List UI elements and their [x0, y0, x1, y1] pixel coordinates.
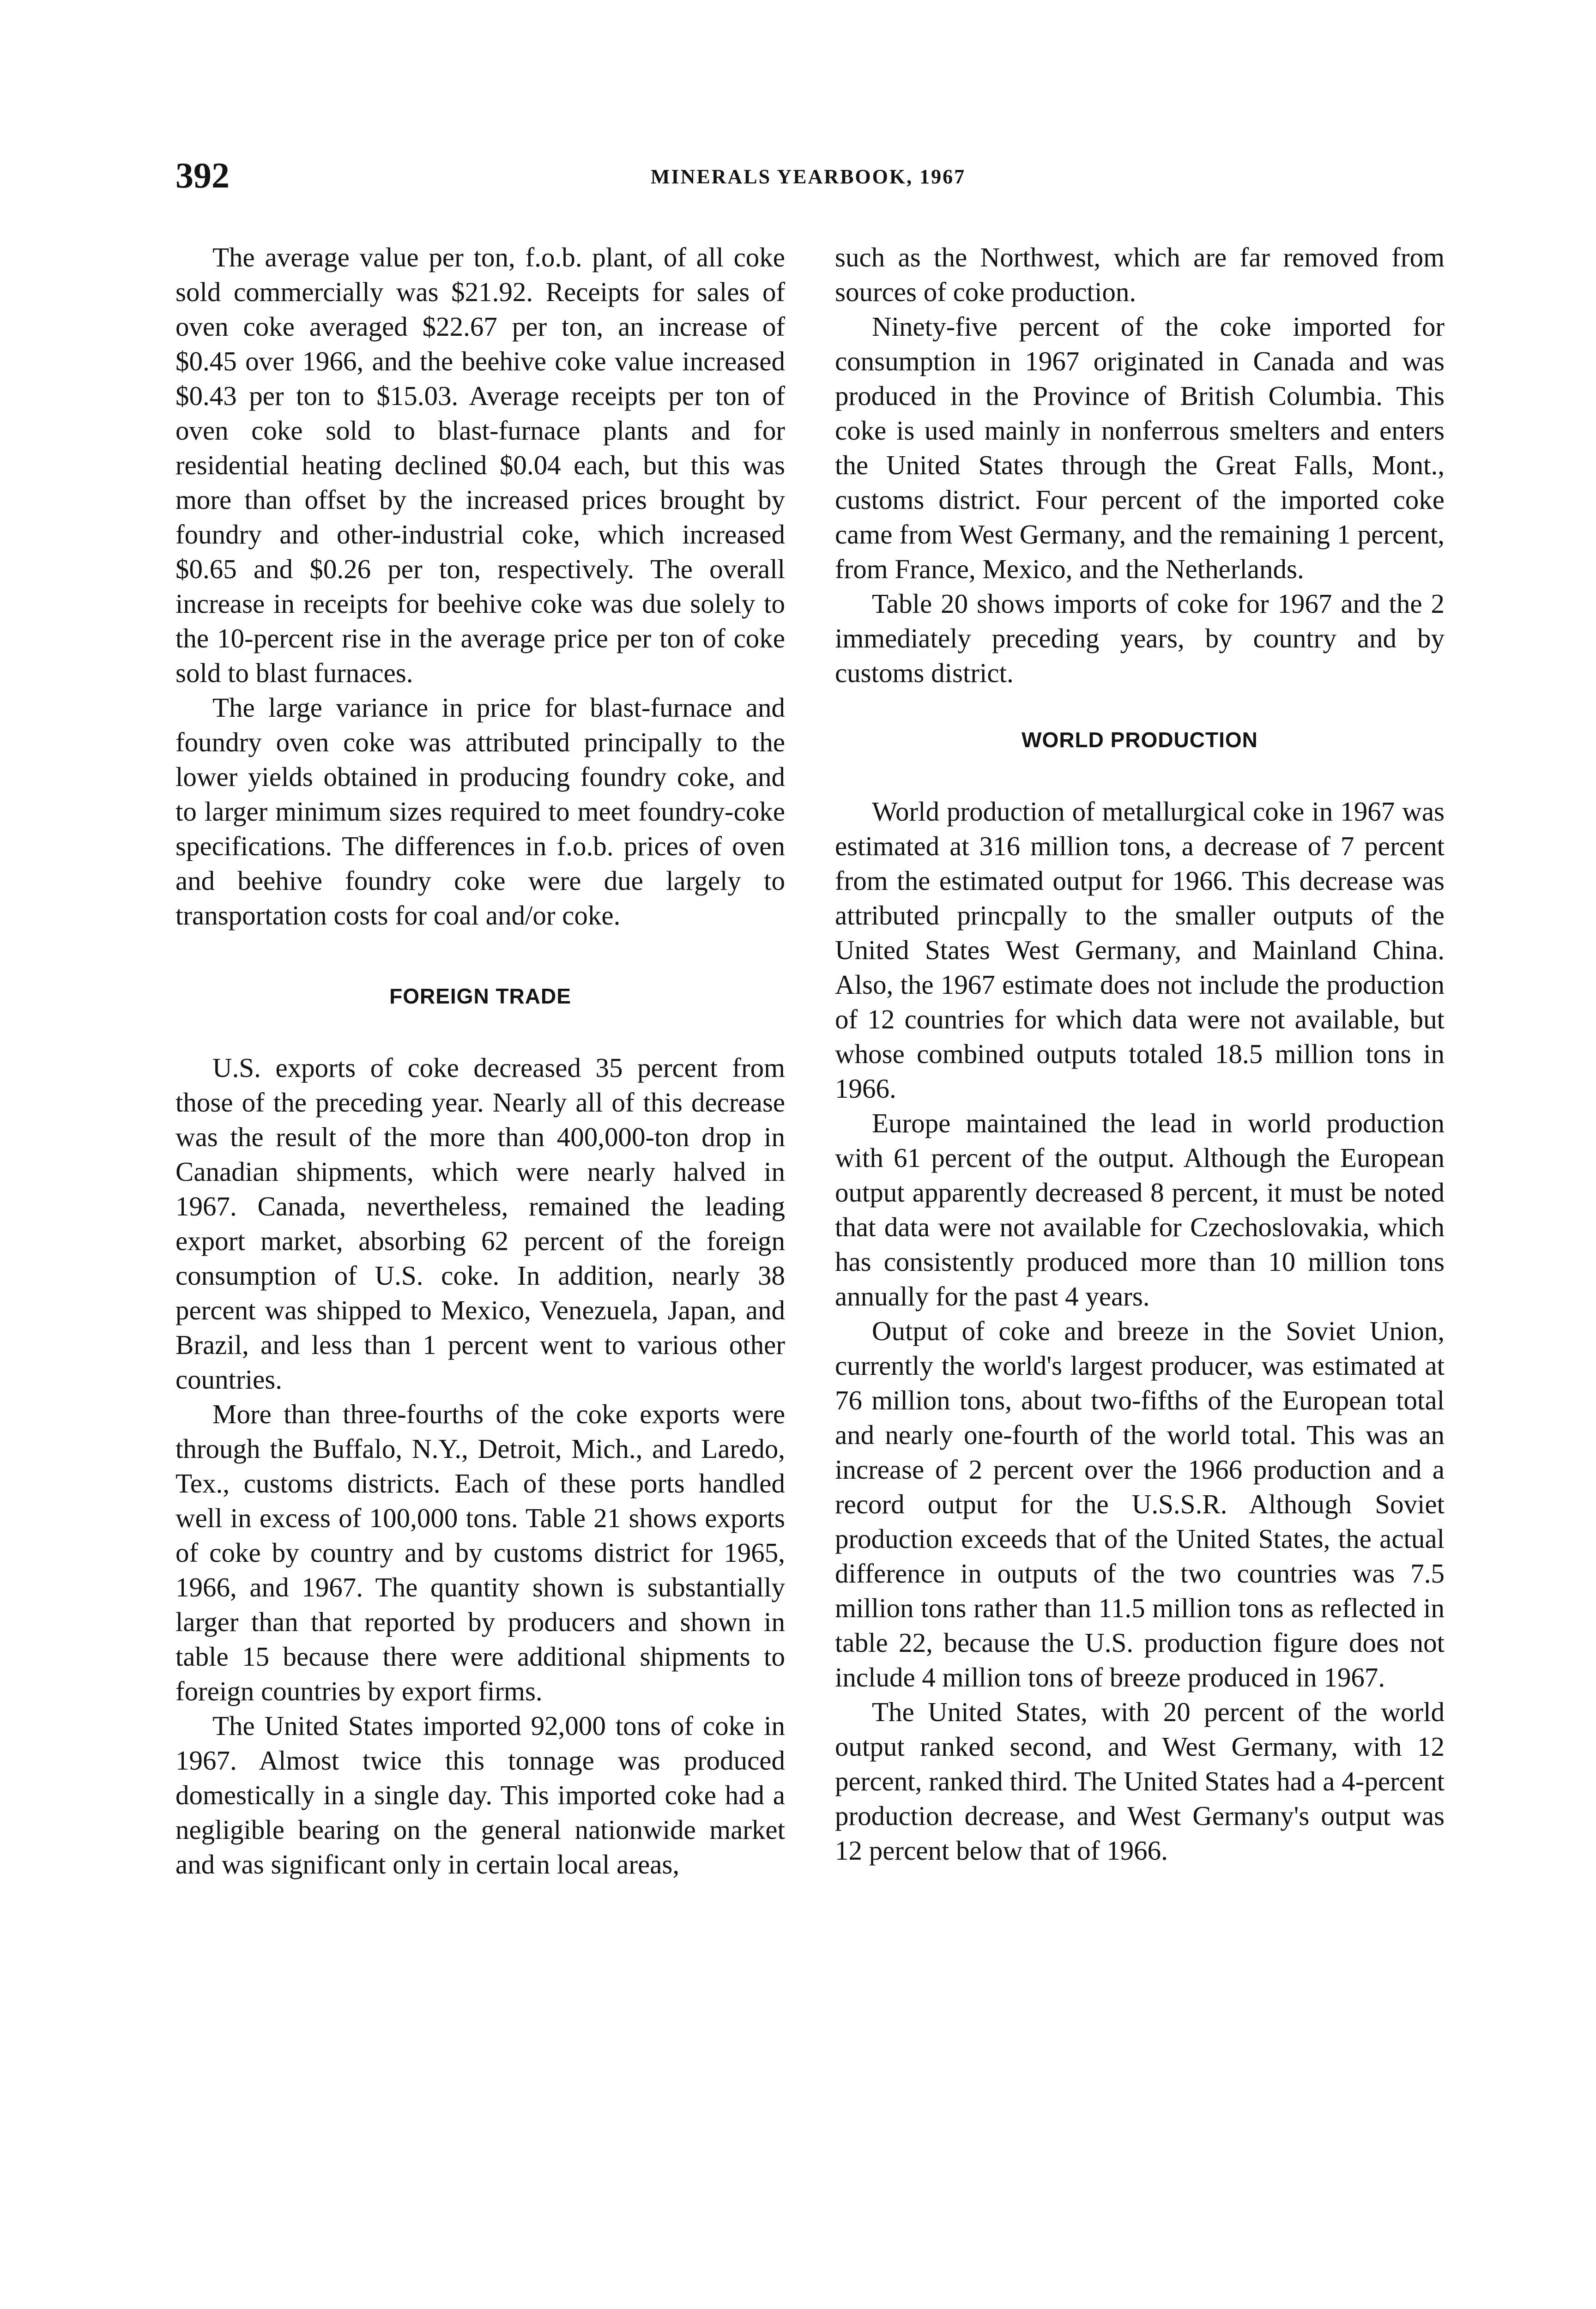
- paragraph-us-west-germany: The United States, with 20 percent of the world output ranked second, and West Germany, with 12 percent, ranked third. The United States had a 4-percent production decrease, and West Germany's output was 12 percent below that of 1966.: [835, 1697, 1445, 1866]
- paragraph-customs-districts: More than three-fourths of the coke exports were through the Buffalo, N.Y., Detroit, Mich., and Laredo, Tex., customs districts. Each of these ports handled well in excess of 100,000 tons. Table 21 shows exports of coke by country and by customs district for 1965, 1966, and 1967. The quantity shown is substantially larger than that reported by producers and shown in table 15 because there were additional shipments to foreign countries by export firms.: [175, 1399, 785, 1706]
- paragraph-europe: Europe maintained the lead in world production with 61 percent of the output. Although the European output apparently decreased 8 percent, it must be noted that data were not available for Czechoslovakia, which has consistently produced more than 10 million tons annually for the past 4 years.: [835, 1108, 1445, 1312]
- page-header: [175, 152, 1441, 208]
- paragraph-import-origin: Ninety-five percent of the coke imported for consumption in 1967 originated in Canada and was produced in the Province of British Columbia. This coke is used mainly in nonferrous smelters and enters the United States through the Great Falls, Mont., customs district. Four percent of the imported coke came from West Germany, and the remaining 1 percent, from France, Mexico, and the Netherlands.: [835, 311, 1445, 584]
- paragraph-world-production: World production of metallurgical coke in 1967 was estimated at 316 million tons, a decrease of 7 percent from the estimated output for 1966. This decrease was attributed princpally to the smaller outputs of the United States West Germany, and Mainland China. Also, the 1967 estimate does not include the production of 12 countries for which data were not available, but whose combined outputs totaled 18.5 million tons in 1966.: [835, 796, 1445, 1104]
- paragraph-imports-continued: such as the Northwest, which are far removed from sources of coke production.: [835, 242, 1445, 307]
- paragraph-coke-value: The average value per ton, f.o.b. plant, of all coke sold commercially was $21.92. Receipts for sales of oven coke averaged $22.67 per ton, an increase of $0.45 over 1966, and the beehive coke value increased $0.43 per ton to $15.03. Average receipts per ton of oven coke sold to blast-furnace plants and for residential heating declined $0.04 each, but this was more than offset by the increased prices brought by foundry and other-industrial coke, which increased $0.65 and $0.26 per ton, respectively. The overall increase in receipts for beehive coke was due solely to the 10-percent rise in the average price per ton of coke sold to blast furnaces.: [175, 242, 785, 688]
- paragraph-price-variance: The large variance in price for blast-furnace and foundry oven coke was attributed principally to the lower yields obtained in producing foundry coke, and to larger minimum sizes required to meet foundry-coke specifications. The differences in f.o.b. prices of oven and beehive foundry coke were due largely to transportation costs for coal and/or coke.: [175, 692, 785, 931]
- section-heading-foreign-trade: FOREIGN TRADE: [389, 984, 571, 1008]
- section-heading-world-production: WORLD PRODUCTION: [1022, 728, 1258, 752]
- running-head: MINERALS YEARBOOK, 1967: [650, 165, 966, 188]
- paragraph-soviet-union: Output of coke and breeze in the Soviet Union, currently the world's largest producer, was estimated at 76 million tons, about two-fifths of the European total and nearly one-fourth of the world total. This was an increase of 2 percent over the 1966 production and a record output for the U.S.S.R. Although Soviet production exceeds that of the United States, the actual difference in outputs of the two countries was 7.5 million tons rather than 11.5 million tons as reflected in table 22, because the U.S. production figure does not include 4 million tons of breeze produced in 1967.: [835, 1316, 1445, 1692]
- paragraph-table-20-reference: Table 20 shows imports of coke for 1967 and the 2 immediately preceding years, by country and by customs district.: [835, 588, 1445, 688]
- right-column: [835, 240, 1445, 1868]
- paragraph-imports: The United States imported 92,000 tons of coke in 1967. Almost twice this tonnage was produced domestically in a single day. This imported coke had a negligible bearing on the general nationwide market and was significant only in certain local areas,: [175, 1711, 785, 1880]
- page-number: 392: [175, 155, 230, 195]
- left-column: [175, 240, 785, 1882]
- paragraph-exports: U.S. exports of coke decreased 35 percent from those of the preceding year. Nearly all of this decrease was the result of the more than 400,000-ton drop in Canadian shipments, which were nearly halved in 1967. Canada, nevertheless, remained the leading export market, absorbing 62 percent of the foreign consumption of U.S. coke. In addition, nearly 38 percent was shipped to Mexico, Venezuela, Japan, and Brazil, and less than 1 percent went to various other countries.: [175, 1052, 785, 1395]
